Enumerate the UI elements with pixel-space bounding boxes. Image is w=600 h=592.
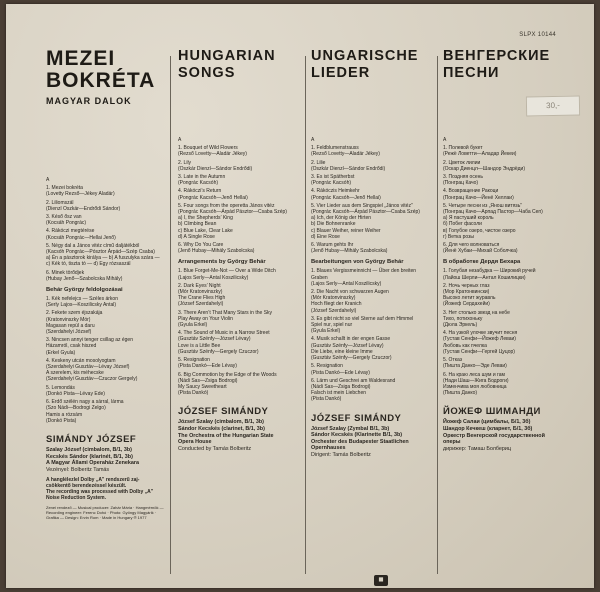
credit-line: József Szalay (cimbalom, B/1, 3b): [178, 419, 264, 426]
track-line: (Йожеф Сердахейи): [443, 301, 490, 308]
track-line: 2. Ночь черных глаз: [443, 282, 490, 289]
track-line: a) I, the Shepherds’ King: [178, 215, 233, 222]
track-line: 2. Die Nacht von schwarzen Augen: [311, 289, 389, 296]
track-line: 4. Rákóczi megtérése: [46, 228, 95, 235]
track-line: 1. Mezei bokréta: [46, 185, 83, 192]
track-line: а) Я пастуший король: [443, 215, 494, 222]
dolby-note: The recording was processed with Dolby „A”: [46, 489, 154, 496]
track-line: г) Ветка розы: [443, 233, 474, 240]
track-line: (Понграц Качо): [443, 180, 479, 187]
credit-line: Opernhauses: [311, 445, 346, 452]
track-line: 2. Lilie: [311, 159, 326, 166]
credit-line: Оркестр Венгерской государственной: [443, 432, 545, 439]
track-line: 5. Lemondás: [46, 384, 75, 391]
catalog-number: SLPX 10144: [519, 32, 556, 38]
track-line: (Pista Dankó—Ede Lévay): [178, 363, 237, 370]
track-line: 6. Minek törődjek: [46, 269, 85, 276]
track-line: (Pista Dankó): [311, 396, 342, 403]
track-line: Hoch fliegt der Kranich: [311, 301, 362, 308]
credit-line: Orchester des Budapester Staatlichen: [311, 438, 409, 445]
track-line: (Serly Lajos—Koszilicsky Antal): [46, 302, 117, 309]
column-title-line: UNGARISCHE: [311, 48, 419, 64]
track-line: 6. Lärm und Geschrei am Waldesrand: [311, 377, 396, 384]
side-b-section-title: Bearbeitungen von György Behár: [311, 259, 404, 266]
track-line: (Нади Шаш—Жига Бодроги): [443, 377, 509, 384]
artist-name: JÓZSEF SIMÁNDY: [178, 406, 269, 418]
side-a-label: A: [443, 137, 447, 143]
track-line: 5. Resignation: [178, 357, 210, 364]
track-line: (Lajos Serly—Antal Koszilicsky): [311, 280, 382, 287]
track-line: (Понграц Качо—Арпад Пастор—Чаба Сеп): [443, 209, 543, 216]
track-line: 5. Négy dal a János vitéz című daljátékból: [46, 242, 140, 249]
track-line: (Пишта Данко—Эде Леваи): [443, 363, 507, 370]
track-line: (Hubay Jenő—Szabolcska Mihály): [46, 275, 123, 282]
tracklist: [443, 137, 573, 452]
column-divider: [170, 56, 171, 574]
track-line: (Gusztáv Szénfy—Gergely Czuczor): [311, 355, 392, 362]
track-line: (Szerdahelyi József): [46, 329, 92, 336]
track-line: a) Ich, der König der Hirten: [311, 215, 372, 222]
track-line: Play Away on Your Violin: [178, 315, 233, 322]
side-b-section-title: В обработке Дердя Бехара: [443, 259, 521, 266]
credit-line: Sándor Kecskés (clarinet, B/1, 3b): [178, 425, 265, 432]
column-title-line: SONGS: [178, 65, 236, 81]
track-line: 4. Keskeny utcán mosolyogtam: [46, 357, 116, 364]
credit-line: Шандор Кечкеш (кларнет, Б/1, 3б): [443, 425, 533, 432]
track-line: 5. Отказ: [443, 357, 463, 364]
track-line: 2. Fekete szem éjszakája: [46, 310, 103, 317]
track-line: 1. Bouquet of Wild Flowers: [178, 145, 238, 152]
track-line: 5. Four songs from the operetta János vitéz: [178, 202, 275, 209]
track-line: d) A Single Rose: [178, 233, 215, 240]
side-a-label: A: [178, 137, 182, 143]
credit-line: The Orchestra of the Hungarian State: [178, 432, 274, 439]
track-line: (Лайош Шерли—Антал Кошилицки): [443, 274, 526, 281]
credit-line: дирижер: Тамаш Болбериц: [443, 445, 512, 452]
track-line: 3. Es ist Spätherbst: [311, 174, 355, 181]
track-line: (Йенё Хубаи—Михай Соболчка): [443, 248, 518, 255]
track-line: (Erkel Gyula): [46, 349, 76, 356]
track-line: Magasan repül a daru: [46, 322, 95, 329]
track-line: (Nádi Sas—Zsiga Bodrogi): [311, 383, 371, 390]
track-line: Házamról, csak hiszed: [46, 343, 97, 350]
track-line: 3. Késő ősz van: [46, 214, 82, 221]
track-line: Изменчива моя любовница: [443, 383, 507, 390]
column-title-line: LIEDER: [311, 65, 371, 81]
tracklist: [178, 137, 302, 452]
credit-line: Йожеф Салаи (цимбалы, Б/1, 3б): [443, 419, 531, 426]
track-line: (Jenő Hubay—Mihály Szabolcska): [178, 248, 255, 255]
track-line: 4. Rákóczi’s Return: [178, 188, 222, 195]
track-line: (József Szerdahelyi): [178, 301, 224, 308]
tracklist: [311, 137, 435, 458]
track-line: 1. Blaues Vergissmeinnicht — Über den breiten: [311, 268, 417, 275]
track-line: (Pista Dankó—Ede Lévay): [311, 369, 370, 376]
label-logo-icon: ◼: [374, 575, 388, 586]
track-line: 1. Голубая незабудка — Широкий ручей: [443, 268, 536, 275]
track-line: (Kratonvinszky Mór): [46, 316, 91, 323]
track-line: (Mór Kratonvinszky): [178, 289, 223, 296]
track-line: a) Én a pásztorok királya — b) A fuszulyka szára —: [46, 255, 160, 262]
credit-line: Dirigent: Tamás Bolberitz: [311, 451, 371, 458]
credit-line: Szalay József (cimbalom, B/1, 3b): [46, 446, 132, 453]
track-line: b) Die Bohnenranke: [311, 221, 356, 228]
credit-line: József Szalay (Zymbal B/1, 3b): [311, 425, 390, 432]
track-line: (Pongrác Kacsóh—Jenő Hellai): [178, 194, 248, 201]
track-line: 6. Для чего волноваться: [443, 242, 500, 249]
column-english: [178, 48, 302, 573]
album-subtitle: MAGYAR DALOK: [46, 96, 132, 106]
track-line: б) Побег фасоли: [443, 221, 482, 228]
track-line: 6. Big Commotion by the Edge of the Woods: [178, 371, 277, 378]
record-sleeve-back: [6, 4, 594, 588]
track-line: Spiel nur, spiel nur: [311, 322, 353, 329]
track-line: (Oszkár Dienzl—Sándor Endrődi): [178, 165, 253, 172]
credit-line: A Magyar Állami Operaház Zenekara: [46, 460, 139, 467]
track-line: (Szerdahelyi Gusztáv—Lévay József): [46, 364, 130, 371]
credit-line: Kecskés Sándor (klarinét, B/1, 3b): [46, 453, 133, 460]
track-line: (Густав Сенфи—Гергей Цуцор): [443, 348, 515, 355]
track-line: 1. Kék nefelejcs — Széles árkon: [46, 296, 118, 303]
track-line: (Gusztáv Szénfy—Gergely Czuczor): [178, 348, 259, 355]
dolby-note: csökkentő berendezéssel készült.: [46, 483, 127, 490]
column-title-line: BOKRÉTA: [46, 69, 156, 92]
track-line: Falsch ist mein Liebchen: [311, 390, 367, 397]
artist-name: JÓZSEF SIMÁNDY: [311, 412, 402, 424]
track-line: (Jenő Hubay—Mihály Szabolcska): [311, 248, 388, 255]
track-line: A szerelem, kis méhecske: [46, 370, 104, 377]
track-line: (Donkó Pista—Lévay Ede): [46, 390, 105, 397]
track-line: 4. Возвращение Ракоци: [443, 188, 499, 195]
credit-line: Opera House: [178, 439, 212, 446]
track-line: (Дюла Эркель): [443, 322, 478, 329]
track-line: 5. Resignation: [311, 363, 343, 370]
track-line: Die Liebe, eine kleine Imme: [311, 348, 373, 355]
track-line: (Pongrác Kacsóh): [311, 180, 352, 187]
track-line: c) Kék tó, tiszta tó — d) Egy rózsaszál: [46, 261, 131, 268]
credit-line: Sándor Kecskés (Klarinette B/1, 3b): [311, 432, 403, 439]
track-line: (Густав Сенфи—Йожеф Леваи): [443, 336, 516, 343]
track-line: Любовь как пчелка: [443, 342, 487, 349]
track-line: (Gusztáv Szénfy—József Lévay): [311, 342, 384, 349]
track-line: 1. Полевой букет: [443, 145, 483, 152]
track-line: (Szerdahelyi Gusztáv—Czuczor Gergely): [46, 376, 138, 383]
track-line: Graben: [311, 274, 328, 281]
side-a-label: A: [46, 177, 50, 183]
track-line: 3. Поздняя осень: [443, 174, 483, 181]
track-line: 5. Vier Lieder aus dem Singspiel „János vitéz”: [311, 202, 413, 209]
track-line: Высоко летит журавль: [443, 295, 496, 302]
track-line: (Pongrác Kacsóh—Jenő Hellai): [311, 194, 381, 201]
track-line: 1. Blue Forget-Me-Not — Over a Wide Ditch: [178, 268, 276, 275]
dolby-note: A hanglélezlel Dolby „A” rendszerű zaj-: [46, 477, 140, 484]
track-line: 6. Why Do You Care: [178, 242, 224, 249]
column-title-line: MEZEI: [46, 48, 116, 70]
tracklist: [46, 177, 166, 520]
track-line: (Kacsóh Pongrác—Pósztor Árpád—Szép Csaba): [46, 249, 155, 256]
column-hungarian: [46, 48, 166, 573]
credit-line: оперы: [443, 439, 461, 446]
track-line: Hamis a rózsám: [46, 411, 83, 418]
track-line: 2. Liliomszál: [46, 199, 74, 206]
track-line: (Pista Dankó): [178, 390, 209, 397]
track-line: 6. Warum gehts Ihr: [311, 242, 354, 249]
track-line: (Режё Ловетти—Аладар Йекеи): [443, 151, 517, 158]
price-sticker: 30,-: [526, 96, 580, 117]
track-line: 3. Нет столько звезд на небе: [443, 309, 510, 316]
side-b-section-title: Behár György feldolgozásai: [46, 287, 123, 294]
track-line: 2. Dark Eyes’ Night: [178, 282, 221, 289]
track-line: (Lovetty Rezső—Jékey Aladár): [46, 191, 115, 198]
track-line: (József Szerdahelyi): [311, 307, 357, 314]
track-line: c) Blue Lake, Clear Lake: [178, 227, 233, 234]
track-line: 1. Feldblumenstrauss: [311, 145, 359, 152]
track-line: (Lajos Serly—Antal Koszilicsky): [178, 274, 249, 281]
track-line: d) Eine Rose: [311, 233, 340, 240]
track-line: (Pongrác Kacsóh—Árpád Pásztor—Csaba Szép): [311, 209, 420, 216]
track-line: 3. Late in the Autumn: [178, 174, 226, 181]
credit-line: Vezényel: Bolberitz Tamás: [46, 466, 110, 473]
track-line: (Nádi Sas—Zsiga Bodrogi): [178, 377, 238, 384]
track-line: 3. Nincsen annyi tenger csillag az égen: [46, 337, 133, 344]
track-line: (Pongrác Kacsóh): [178, 180, 219, 187]
side-b-section-title: Arrangements by György Behár: [178, 259, 266, 266]
track-line: The Crane Flies High: [178, 295, 226, 302]
track-line: (Оскар Диенцл—Шандор Эндрёди): [443, 165, 526, 172]
track-line: 2. Lily: [178, 159, 192, 166]
column-title-line: ПЕСНИ: [443, 65, 500, 81]
track-line: (Понграц Качо—Йенё Хеллаи): [443, 194, 514, 201]
track-line: (Kocsáh Pongrác—Hellai Jenő): [46, 234, 116, 241]
track-line: Love is a Little Bee: [178, 342, 221, 349]
track-line: 2. Цветок лилии: [443, 159, 481, 166]
track-line: (Gyula Erkel): [178, 322, 208, 329]
track-line: (Gusztáv Szénfy—József Lévay): [178, 336, 251, 343]
track-line: (Dienzl Oszkár—Endrődi Sándor): [46, 205, 121, 212]
track-line: (Donkó Pista): [46, 417, 77, 424]
column-divider: [305, 56, 306, 574]
track-line: (Oszkár Dienzl—Sándor Endrődi): [311, 165, 386, 172]
credit-line: Conducted by Tamás Bolberitz: [178, 445, 252, 452]
track-line: в) Голубое озеро, чистое озеро: [443, 227, 516, 234]
artist-name: ЙОЖЕФ ШИМАНДИ: [443, 406, 541, 418]
track-line: 3. There Aren’t That Many Stars in the Sky: [178, 309, 273, 316]
track-line: c) Blauer Weiher, reiner Weiher: [311, 227, 381, 234]
track-line: (Kocsáh Pongrác): [46, 220, 87, 227]
track-line: Тихо, потихоньку: [443, 315, 483, 322]
track-line: 6. Erdő szélén nagy a sárral, lárma: [46, 399, 124, 406]
track-line: (Пишта Данко): [443, 390, 478, 397]
track-line: 4. На узкой улочке звучит песня: [443, 330, 518, 337]
side-a-label: A: [311, 137, 315, 143]
track-line: (Rezső Lovetty—Aladár Jékey): [178, 151, 247, 158]
track-line: 6. На краю леса шум и гам: [443, 371, 505, 378]
track-line: 4. Musik schallt in der engen Gasse: [311, 336, 391, 343]
track-line: b) Climbing Bean: [178, 221, 217, 228]
track-line: (Szo Nádi—Bodrogi Zelgo): [46, 405, 106, 412]
track-line: (Mór Kratonvinszky): [311, 295, 356, 302]
column-divider: [437, 56, 438, 574]
track-line: 4. Rákóczis Heimkehr: [311, 188, 360, 195]
column-title-line: HUNGARIAN: [178, 48, 276, 64]
column-title-line: ВЕНГЕРСКИЕ: [443, 48, 551, 64]
dolby-note: Noise Reduction System.: [46, 495, 107, 502]
track-line: (Pongrác Kacsóh—Árpád Pásztor—Csaba Szép): [178, 209, 287, 216]
track-line: 3. Es gibt nicht so viel Sterne auf dem Himmel: [311, 315, 414, 322]
track-line: 5. Четыре песни из „Янош витязь”: [443, 202, 522, 209]
track-line: My Saucy Sweetheart: [178, 383, 227, 390]
artist-name: SIMÁNDY JÓZSEF: [46, 433, 137, 445]
production-credits: Zenei rendező — Musical producer: Zahár Mária · Hangmérnök — Recording engineer: Ferenc Dohó · Photo: Gyöngy Magyárik · Grafika — Design: Ervin Rom · Made in Hungary ℗ 1977: [46, 505, 164, 521]
column-german: [311, 48, 435, 573]
track-line: (Rezső Lovetty—Aladár Jékey): [311, 151, 380, 158]
track-line: 4. The Sound of Music in a Narrow Street: [178, 330, 270, 337]
column-russian: [443, 48, 573, 573]
track-line: (Gyula Erkel): [311, 328, 341, 335]
track-line: (Мор Кратонвински): [443, 289, 490, 296]
